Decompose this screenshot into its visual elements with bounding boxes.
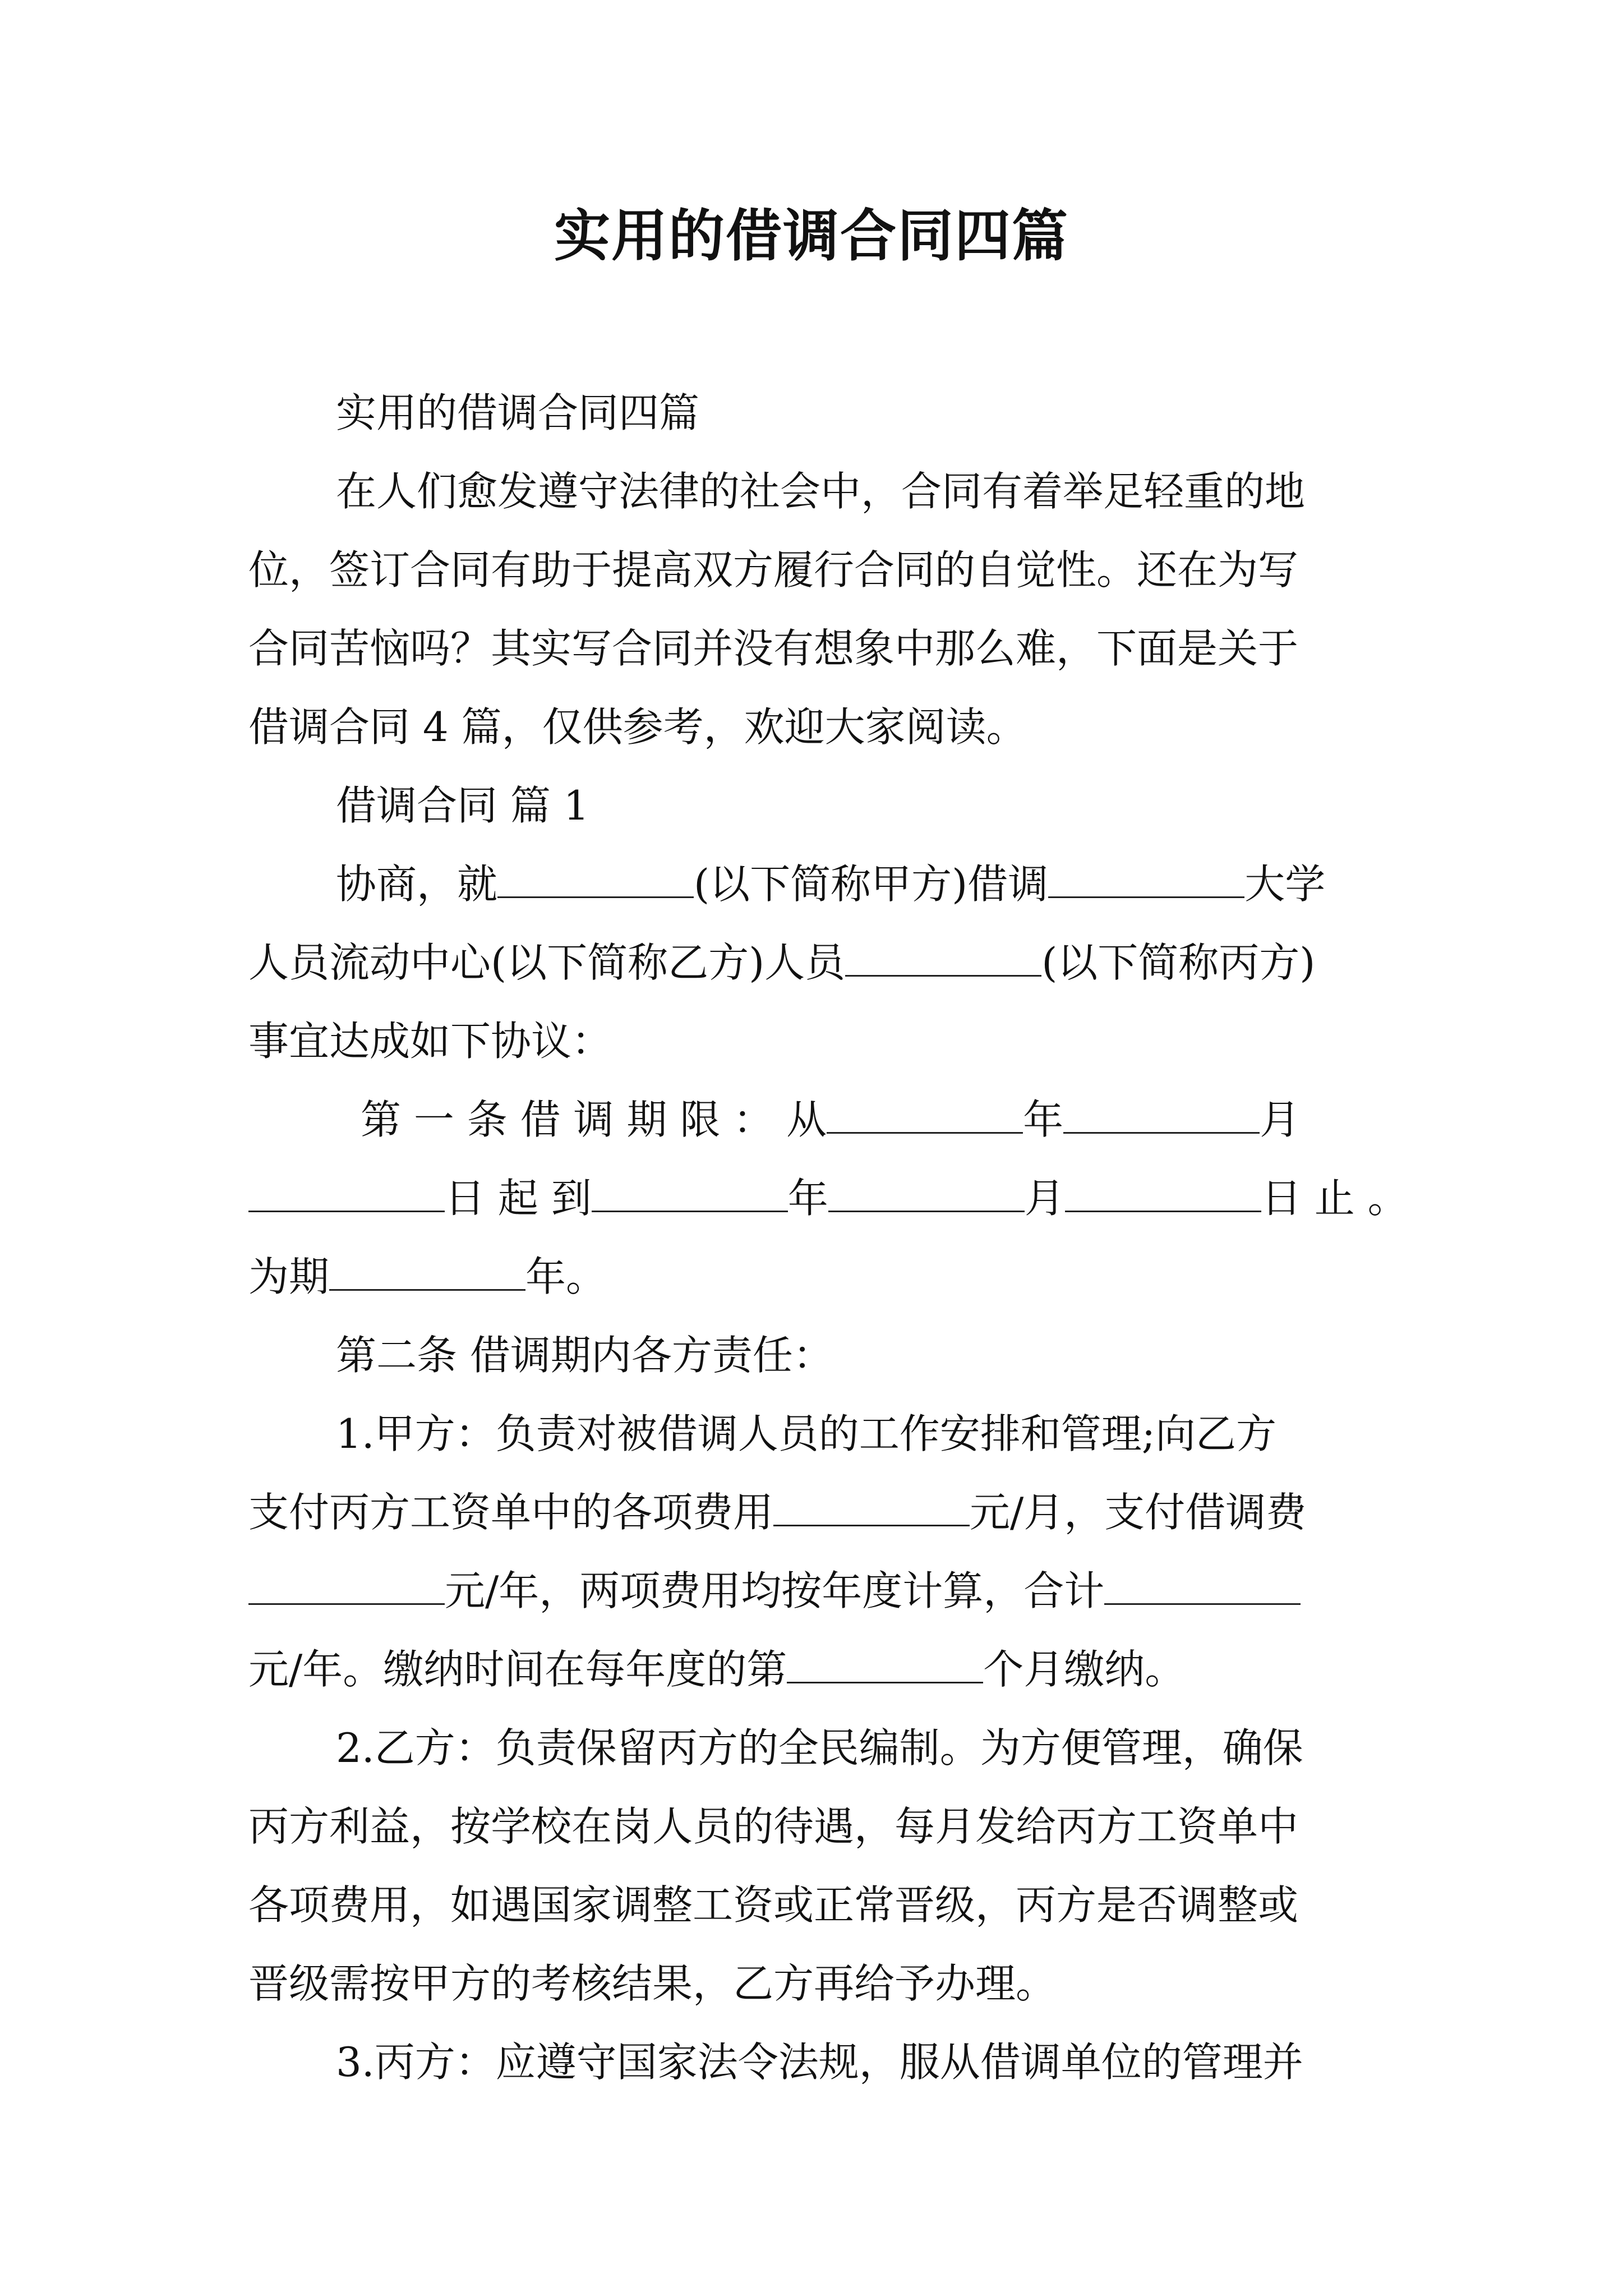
text-segment: 第 一 条 借 调 期 限 ： 从 bbox=[361, 1096, 827, 1143]
text-segment: 年 bbox=[1023, 1096, 1064, 1143]
fill-in-blank bbox=[592, 1170, 788, 1212]
article2-heading: 第二条 借调期内各方责任： bbox=[336, 1332, 833, 1379]
item2-line: 2.乙方：负责保留丙方的全民编制。为方便管理，确保 bbox=[336, 1724, 1303, 1772]
intro-line: 在人们愈发遵守法律的社会中，合同有着举足轻重的地 bbox=[336, 468, 1306, 515]
item3-line: 3.丙方：应遵守国家法令法规，服从借调单位的管理并 bbox=[336, 2039, 1303, 2086]
text-segment: 月 bbox=[1024, 1175, 1065, 1222]
item2-line: 各项费用，如遇国家调整工资或正常晋级，丙方是否调整或 bbox=[248, 1881, 1299, 1929]
item2-line: 晋级需按甲方的考核结果，乙方再给予办理。 bbox=[248, 1960, 1057, 2007]
text-segment: (以下简称丙方) bbox=[1041, 939, 1316, 986]
document-body bbox=[248, 374, 1408, 2101]
text-segment: 元/年，两项费用均按年度计算，合计 bbox=[445, 1567, 1105, 1614]
fill-in-blank bbox=[787, 1641, 983, 1683]
text-segment: 年 bbox=[787, 1175, 828, 1222]
item1-line bbox=[248, 1630, 1393, 1709]
fill-in-blank bbox=[1065, 1170, 1261, 1212]
section-heading: 借调合同 篇 1 bbox=[336, 782, 589, 829]
fill-in-blank bbox=[828, 1170, 1025, 1212]
fill-in-blank bbox=[773, 1484, 970, 1526]
document-title: 实用的借调合同四篇 bbox=[554, 203, 1069, 269]
text-segment: 个月缴纳。 bbox=[983, 1646, 1186, 1693]
article1-line bbox=[248, 1080, 1393, 1159]
fill-in-blank bbox=[1104, 1563, 1301, 1605]
text-segment: 为期 bbox=[248, 1253, 330, 1300]
agreement-line bbox=[248, 923, 1393, 1002]
fill-in-blank bbox=[1048, 856, 1244, 898]
item2-line: 丙方利益，按学校在岗人员的待遇，每月发给丙方工资单中 bbox=[248, 1803, 1299, 1850]
subtitle: 实用的借调合同四篇 bbox=[336, 389, 700, 436]
intro-line: 借调合同 4 篇，仅供参考，欢迎大家阅读。 bbox=[248, 703, 1027, 751]
fill-in-blank bbox=[497, 856, 694, 898]
text-segment: 年。 bbox=[525, 1253, 607, 1300]
text-segment: 协商，就 bbox=[336, 861, 498, 908]
intro-line: 合同苦恼吗？其实写合同并没有想象中那么难，下面是关于 bbox=[248, 625, 1299, 672]
fill-in-blank bbox=[1063, 1092, 1260, 1134]
agreement-line: 事宜达成如下协议： bbox=[248, 1018, 612, 1065]
text-segment: 人员流动中心(以下简称乙方)人员 bbox=[248, 939, 846, 986]
fill-in-blank bbox=[248, 1563, 445, 1605]
fill-in-blank bbox=[827, 1092, 1023, 1134]
article1-line bbox=[248, 1159, 1408, 1237]
item1-line: 1.甲方：负责对被借调人员的工作安排和管理;向乙方 bbox=[336, 1410, 1276, 1457]
agreement-line bbox=[248, 845, 1393, 923]
item1-line bbox=[248, 1552, 1393, 1630]
text-segment: (以下简称甲方)借调 bbox=[694, 861, 1049, 908]
text-segment: 月 bbox=[1260, 1096, 1301, 1143]
text-segment: 支付丙方工资单中的各项费用 bbox=[248, 1489, 774, 1536]
intro-line: 位，签订合同有助于提高双方履行合同的自觉性。还在为写 bbox=[248, 546, 1299, 593]
text-segment: 元/月，支付借调费 bbox=[970, 1489, 1307, 1536]
item1-line bbox=[248, 1473, 1393, 1552]
text-segment: 日 止 。 bbox=[1261, 1175, 1408, 1222]
article1-line bbox=[248, 1237, 1393, 1316]
fill-in-blank bbox=[845, 935, 1041, 977]
fill-in-blank bbox=[329, 1249, 525, 1291]
text-segment: 大学 bbox=[1244, 861, 1326, 908]
fill-in-blank bbox=[248, 1170, 445, 1212]
text-segment: 日 起 到 bbox=[445, 1175, 592, 1222]
text-segment: 元/年。缴纳时间在每年度的第 bbox=[248, 1646, 787, 1693]
